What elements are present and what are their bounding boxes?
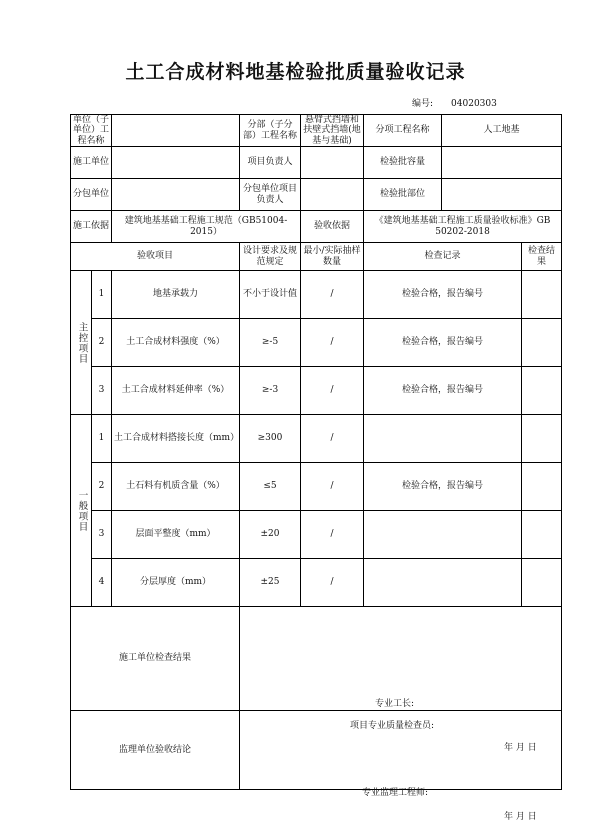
item-name: 分层厚度（mm） [112,559,240,607]
item-name: 土石料有机质含量（%） [112,463,240,511]
item-requirement: ±20 [240,511,301,559]
item-name: 土工合成材料延伸率（%） [112,367,240,415]
header-row-basis [71,211,562,243]
item-record[interactable] [364,415,522,463]
sub-manager-label: 分包单位项目负责人 [240,179,301,211]
header-row-project [71,115,562,147]
contractor-label: 施工单位 [71,147,112,179]
item-requirement: ±25 [240,559,301,607]
col-header-sample: 最小/实际抽样数量 [301,243,364,271]
sub-manager-value[interactable] [301,179,364,211]
item-sample[interactable]: / [301,319,364,367]
item-requirement: 不小于设计值 [240,271,301,319]
item-result[interactable] [522,415,562,463]
item-project-label: 分项工程名称 [364,115,442,147]
general-section-label: 一般项目 [71,415,92,607]
item-project-value[interactable]: 人工地基 [442,115,562,147]
item-number: 3 [92,511,112,559]
construction-basis-label: 施工依据 [71,211,112,243]
supervision-engineer-label: 专业监理工程师: [362,788,429,799]
project-manager-label: 项目负责人 [240,147,301,179]
table-row [71,463,562,511]
batch-capacity-value[interactable] [442,147,562,179]
batch-capacity-label: 检验批容量 [364,147,442,179]
unit-project-label: 单位（子单位）工程名称 [71,115,112,147]
subcontractor-value[interactable] [112,179,240,211]
item-name: 层面平整度（mm） [112,511,240,559]
construction-check-area[interactable] [240,607,562,753]
item-result[interactable] [522,271,562,319]
item-sample[interactable]: / [301,511,364,559]
construction-basis-value[interactable]: 建筑地基基础工程施工规范（GB51004-2015） [112,211,301,243]
table-row [71,271,562,319]
contractor-value[interactable] [112,147,240,179]
form-title: 土工合成材料地基检验批质量验收记录 [125,61,466,83]
code-value: 04020303 [451,99,497,109]
item-number: 3 [92,367,112,415]
table-row [71,415,562,463]
item-record[interactable] [364,559,522,607]
batch-location-value[interactable] [442,179,562,211]
item-record[interactable]: 检验合格，报告编号 [364,367,522,415]
supervision-check-row [71,711,562,790]
item-result[interactable] [522,511,562,559]
item-name: 地基承载力 [112,271,240,319]
item-number: 1 [92,271,112,319]
item-requirement: ≤5 [240,463,301,511]
item-sample[interactable]: / [301,559,364,607]
division-project-label: 分部（子分部）工程名称 [240,115,301,147]
form-code [412,96,497,109]
item-name: 土工合成材料强度（%） [112,319,240,367]
item-result[interactable] [522,559,562,607]
project-manager-value[interactable] [301,147,364,179]
header-row-subcontractor [71,179,562,211]
item-record[interactable]: 检验合格，报告编号 [364,271,522,319]
supervision-check-label: 监理单位验收结论 [71,711,240,790]
main-control-section-label: 主控项目 [71,271,92,415]
col-header-design: 设计要求及规范规定 [240,243,301,271]
item-result[interactable] [522,463,562,511]
construction-date: 年 月 日 [504,742,537,753]
item-record[interactable] [364,511,522,559]
item-requirement: ≥-3 [240,367,301,415]
item-record[interactable]: 检验合格，报告编号 [364,319,522,367]
unit-project-value[interactable] [112,115,240,147]
item-sample[interactable]: / [301,367,364,415]
acceptance-basis-label: 验收依据 [301,211,364,243]
table-row [71,367,562,415]
table-row [71,319,562,367]
item-sample[interactable]: / [301,271,364,319]
item-number: 4 [92,559,112,607]
item-sample[interactable]: / [301,415,364,463]
division-project-value[interactable]: 悬臂式挡墙和扶壁式挡墙(地基与基础) [301,115,364,147]
item-record[interactable]: 检验合格，报告编号 [364,463,522,511]
item-number: 1 [92,415,112,463]
table-row [71,559,562,607]
item-number: 2 [92,463,112,511]
subcontractor-label: 分包单位 [71,179,112,211]
header-row-contractor [71,147,562,179]
inspection-record-table [70,114,562,823]
col-header-record: 检查记录 [364,243,522,271]
item-result[interactable] [522,319,562,367]
item-sample[interactable]: / [301,463,364,511]
quality-inspector-label: 项目专业质量检查员: [350,720,435,731]
construction-check-row [71,607,562,711]
item-number: 2 [92,319,112,367]
code-label: 编号: [412,99,434,109]
construction-check-label: 施工单位检查结果 [71,607,240,711]
item-requirement: ≥-5 [240,319,301,367]
foreman-label: 专业工长: [375,698,415,709]
item-result[interactable] [522,367,562,415]
supervision-date: 年 月 日 [504,812,537,823]
column-header-row [71,243,562,271]
col-header-item: 验收项目 [71,243,240,271]
table-row [71,511,562,559]
col-header-result: 检查结果 [522,243,562,271]
acceptance-basis-value[interactable]: 《建筑地基基础工程施工质量验收标准》GB 50202-2018 [364,211,562,243]
batch-location-label: 检验批部位 [364,179,442,211]
item-requirement: ≥300 [240,415,301,463]
item-name: 土工合成材料搭接长度（mm） [112,415,240,463]
